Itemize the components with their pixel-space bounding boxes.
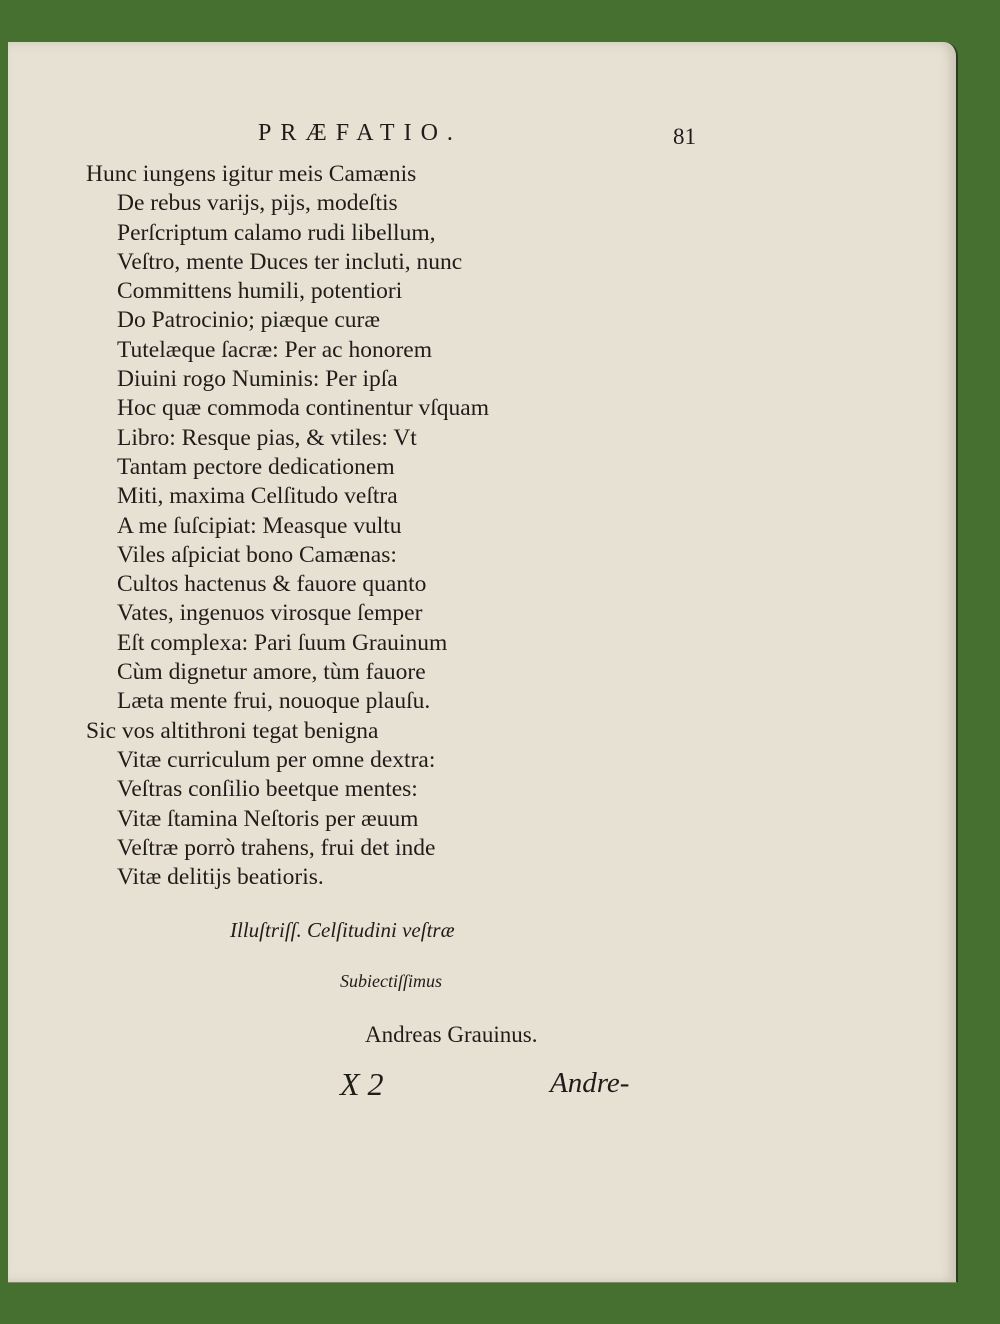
poem-line: Eſt complexa: Pari ſuum Grauinum: [117, 629, 448, 656]
poem-line: Diuini rogo Numinis: Per ipſa: [117, 366, 398, 393]
printer-signature-mark: X 2: [340, 1066, 384, 1102]
poem-line: Læta mente frui, nouoque plauſu.: [117, 688, 431, 715]
subscription-line: Subiectiſſimus: [340, 971, 442, 991]
poem-line: Veſtro, mente Duces ter incluti, nunc: [117, 248, 463, 275]
poem-line: De rebus varijs, pijs, modeſtis: [117, 190, 398, 217]
poem-line: A me ſuſcipiat: Measque vultu: [117, 512, 402, 539]
poem-line: Hunc iungens igitur meis Camænis: [86, 161, 417, 187]
poem-line: Perſcriptum calamo rudi libellum,: [117, 219, 436, 246]
poem-line: Vitæ delitijs beatioris.: [117, 864, 324, 891]
poem-line: Vitæ ſtamina Neſtoris per æuum: [117, 805, 419, 832]
page-number: 81: [673, 124, 696, 149]
poem-line: Do Patrocinio; piæque curæ: [117, 307, 381, 334]
catchword: Andre-: [550, 1067, 630, 1099]
poem-line: Viles aſpiciat bono Camænas:: [117, 541, 397, 568]
poem-line: Sic vos altithroni tegat benigna: [86, 717, 379, 744]
poem-line: Libro: Resque pias, & vtiles: Vt: [117, 424, 417, 451]
running-title: PRÆFATIO.: [258, 120, 462, 146]
poem-line: Committens humili, potentiori: [117, 278, 403, 305]
author-signature: Andreas Grauinus.: [365, 1022, 538, 1047]
poem-line: Vitæ curriculum per omne dextra:: [117, 746, 436, 773]
poem-line: Cùm dignetur amore, tùm fauore: [117, 659, 426, 686]
poem-line: Vates, ingenuos virosque ſemper: [117, 600, 423, 627]
poem-line: Tantam pectore dedicationem: [117, 453, 395, 480]
poem-line: Cultos hactenus & fauore quanto: [117, 571, 427, 598]
poem-line: Miti, maxima Celſitudo veſtra: [117, 483, 398, 510]
poem-line: Tutelæque ſacræ: Per ac honorem: [117, 336, 433, 363]
poem-line: Hoc quæ commoda continentur vſquam: [117, 395, 490, 422]
poem-line: Veſtras conſilio beetque mentes:: [117, 776, 418, 803]
dedication-line: Illuſtriſſ. Celſitudini veſtræ: [230, 918, 455, 942]
poem-block: [86, 160, 646, 892]
poem-line: Veſtræ porrò trahens, frui det inde: [117, 834, 436, 861]
